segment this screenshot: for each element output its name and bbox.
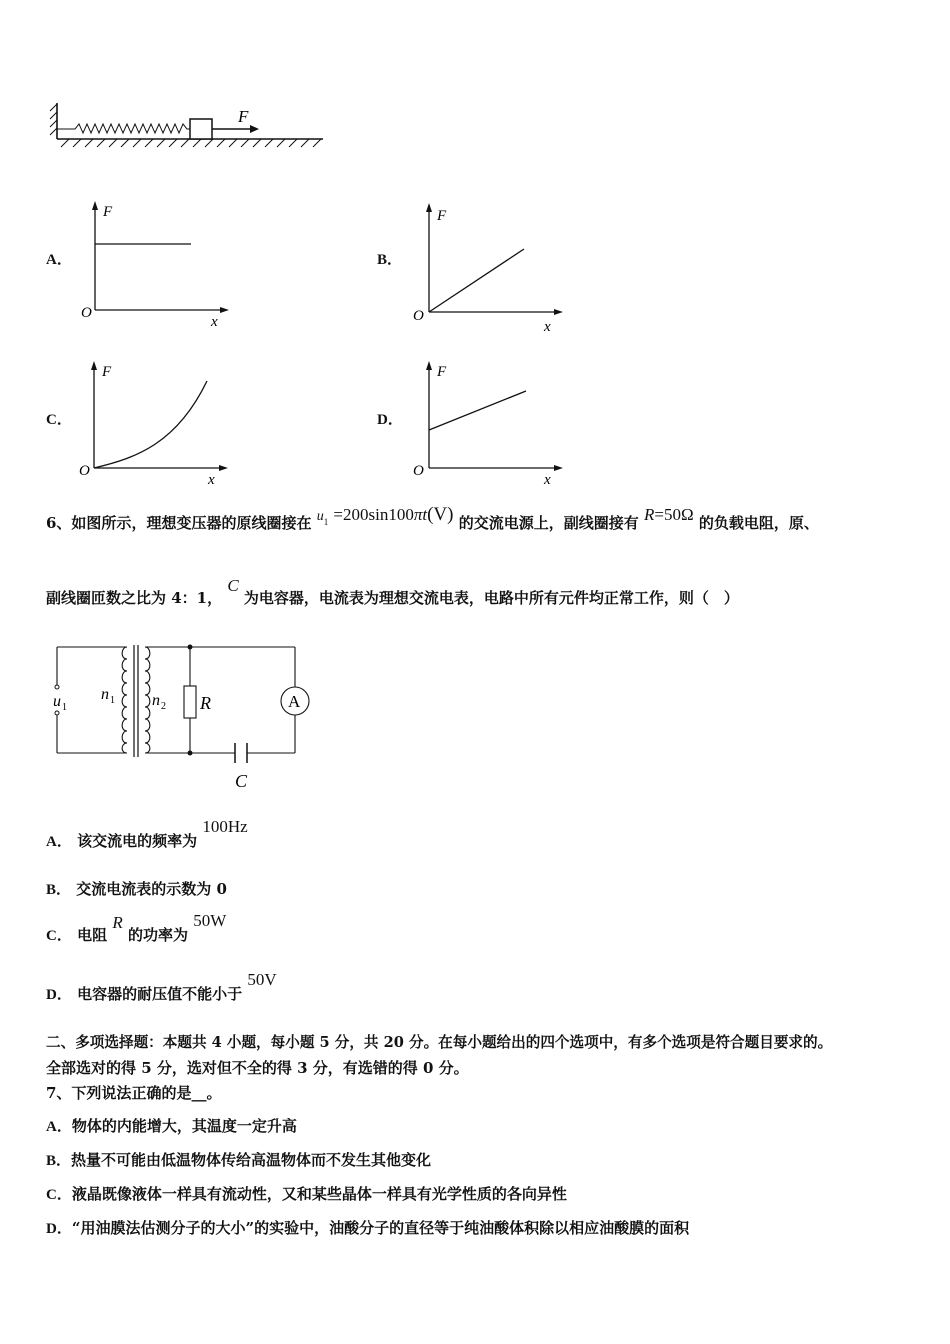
q6-option-c-value: 50W: [193, 911, 227, 930]
spring: [57, 124, 190, 133]
x-arrow: [554, 465, 563, 471]
eq-u-subscript: 1: [323, 517, 329, 527]
section2-line1: 二、多项选择题：本题共 4 小题，每小题 5 分，共 20 分。在每小题给出的四个选项中，有多个选项是符合题目要求的。: [46, 1034, 833, 1051]
y-axis-label: F: [102, 364, 112, 380]
secondary-coil: [145, 647, 150, 753]
x-axis-label: x: [211, 314, 218, 330]
q7-option-d[interactable]: [46, 1217, 689, 1239]
force-arrowhead: [250, 125, 259, 133]
q6-option-b-label: B．: [46, 882, 72, 898]
origin-label: O: [79, 463, 90, 479]
graph-d: [412, 358, 572, 488]
transformer-circuit: [45, 635, 325, 800]
x-arrow: [220, 307, 229, 313]
option-c-label[interactable]: C．: [46, 412, 72, 428]
y-arrow: [91, 361, 97, 370]
origin-label: O: [413, 308, 424, 324]
eq-u-rhs: =200sin100: [333, 505, 414, 524]
graph-line: [429, 391, 526, 430]
q7-option-a-label: A．: [46, 1119, 72, 1135]
option-d-label[interactable]: D．: [377, 412, 403, 428]
q6-option-c[interactable]: [46, 911, 227, 953]
graph-line: [429, 249, 524, 312]
origin-label: O: [413, 463, 424, 479]
option-a-label[interactable]: A．: [46, 252, 72, 268]
resistor: [184, 686, 196, 718]
q7-option-c-text: 液晶既像液体一样具有流动性，又和某些晶体一样具有光学性质的各向异性: [71, 1185, 567, 1203]
q7-option-b-text: 热量不可能由低温物体传给高温物体而不发生其他变化: [71, 1151, 432, 1169]
u1-subscript: 1: [62, 702, 67, 713]
terminal-bottom: [55, 711, 59, 715]
q6-option-d[interactable]: [46, 970, 277, 1012]
q6-option-d-text: 电容器的耐压值不能小于: [77, 985, 243, 1003]
origin-label: O: [81, 305, 92, 321]
q7-option-b-label: B．: [46, 1153, 72, 1169]
x-axis-label: x: [544, 319, 551, 335]
eq-u-symbol: u: [316, 509, 324, 524]
y-axis-label: F: [437, 208, 447, 224]
q6-option-c-var: R: [112, 913, 123, 932]
n1-subscript: 1: [110, 695, 115, 706]
primary-coil: [122, 647, 127, 753]
x-axis-label: x: [544, 472, 551, 488]
q6-option-b[interactable]: [46, 871, 227, 907]
q6-option-a-value: 100Hz: [202, 817, 248, 836]
wall-hatching: [50, 104, 57, 135]
q7-option-a-text: 物体的内能增大，其温度一定升高: [71, 1117, 297, 1135]
y-arrow: [426, 361, 432, 370]
floor-hatching: [61, 139, 321, 147]
terminal-top: [55, 685, 59, 689]
u1-label: u: [53, 693, 61, 710]
eq-pi-t: πt: [413, 505, 428, 524]
ammeter-label: A: [288, 692, 301, 711]
graph-curve: [94, 381, 207, 468]
block: [190, 119, 212, 139]
n2-subscript: 2: [161, 701, 166, 712]
q6-stem-line1: [46, 505, 946, 541]
eq-c-symbol: C: [227, 576, 239, 595]
q7-option-c[interactable]: [46, 1183, 567, 1205]
eq-r-symbol: R: [643, 505, 655, 524]
graph-c: [77, 358, 237, 488]
q6-text-2: 的交流电源上，副线圈接有: [458, 514, 639, 532]
graph-a: [78, 198, 238, 333]
eq-unit: (V): [427, 504, 454, 525]
n2-label: n: [152, 692, 160, 709]
resistor-label: R: [200, 693, 211, 713]
spring-block-figure: [45, 95, 335, 160]
y-arrow: [92, 201, 98, 210]
q7-option-a[interactable]: [46, 1115, 297, 1137]
q7-option-d-label: D．: [46, 1221, 72, 1237]
graph-b: [412, 200, 572, 335]
force-label: F: [238, 107, 249, 126]
q6-option-a-text: 该交流电的频率为: [77, 832, 198, 850]
q6-option-c-label: C．: [46, 928, 72, 944]
q6-text-1: 6、如图所示，理想变压器的原线圈接在: [46, 514, 312, 532]
y-axis-label: F: [437, 364, 447, 380]
q6-option-b-text: 交流电流表的示数为 0: [76, 880, 227, 898]
q7-option-c-label: C．: [46, 1187, 72, 1203]
q6-option-c-text-2: 的功率为: [127, 926, 188, 944]
q6-option-a[interactable]: [46, 817, 248, 859]
q7-option-b[interactable]: [46, 1149, 431, 1171]
q7-stem: 7、下列说法正确的是__。: [46, 1084, 222, 1102]
q6-text-4: 副线圈匝数之比为 4：1，: [46, 589, 223, 607]
q6-option-d-value: 50V: [247, 970, 277, 989]
n1-label: n: [101, 686, 109, 703]
section2-line2: 全部选对的得 5 分，选对但不全的得 3 分，有选错的得 0 分。: [46, 1059, 469, 1077]
q6-option-d-label: D．: [46, 987, 72, 1003]
y-arrow: [426, 203, 432, 212]
option-b-label[interactable]: B．: [377, 252, 403, 268]
capacitor-label: C: [235, 771, 248, 791]
x-arrow: [219, 465, 228, 471]
q6-stem-line2: [46, 576, 946, 616]
x-arrow: [554, 309, 563, 315]
q6-option-c-text-1: 电阻: [77, 926, 108, 944]
y-axis-label: F: [103, 204, 113, 220]
eq-r-rhs: =50Ω: [654, 505, 694, 524]
q6-text-3: 的负载电阻，原、: [698, 514, 819, 532]
q6-option-a-label: A．: [46, 834, 72, 850]
q6-text-5: 为电容器，电流表为理想交流电表，电路中所有元件均正常工作，则（ ）: [243, 589, 739, 607]
q7-option-d-text: “用油膜法估测分子的大小”的实验中，油酸分子的直径等于纯油酸体积除以相应油酸膜的面积: [71, 1219, 690, 1237]
x-axis-label: x: [208, 472, 215, 488]
